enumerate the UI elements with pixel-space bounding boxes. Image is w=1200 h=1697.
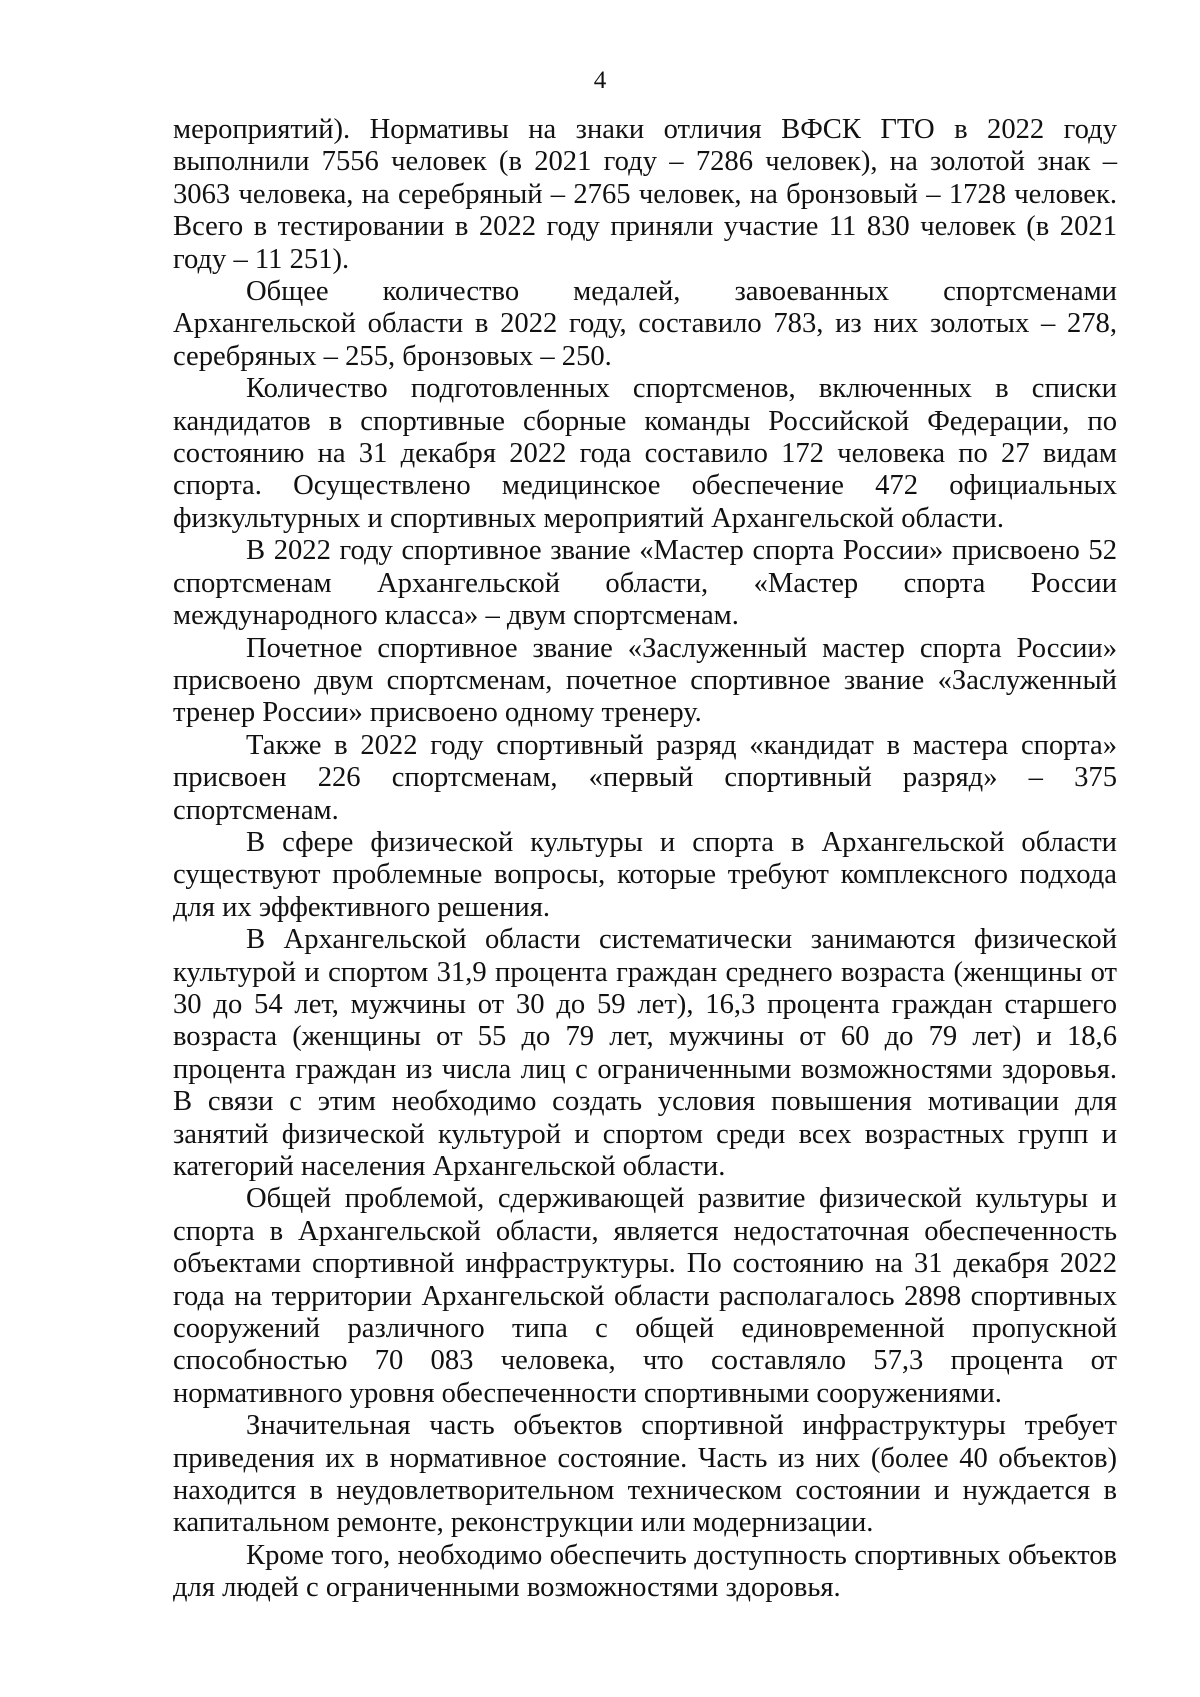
paragraph-problems: В сфере физической культуры и спорта в Архангельской области существуют проблемные вопросы, которые требуют комплексного подхода для их эффективного решения. [173, 826, 1117, 923]
paragraph-facility-condition: Значительная часть объектов спортивной инфраструктуры требует приведения их в нормативное состояние. Часть из них (более 40 объектов) находится в неудовлетворительном техническом состоянии и нуждается в капитальном ремонте, реконструкции или модернизации. [173, 1410, 1117, 1539]
page-number: 4 [593, 67, 607, 94]
paragraph-sport-ranks: Также в 2022 году спортивный разряд «кандидат в мастера спорта» присвоен 226 спортсменам, «первый спортивный разряд» – 375 спортсменам. [173, 729, 1117, 826]
paragraph-master-of-sport: В 2022 году спортивное звание «Мастер спорта России» присвоено 52 спортсменам Архангельской области, «Мастер спорта России международного класса» – двум спортсменам. [173, 535, 1117, 632]
document-body [173, 114, 1117, 1605]
paragraph-participation-rates: В Архангельской области систематически занимаются физической культурой и спортом 31,9 процента граждан среднего возраста (женщины от 30 до 54 лет, мужчины от 30 до 59 лет), 16,3 процента граждан старшего возраста (женщины от 55 до 79 лет, мужчины от 60 до 79 лет) и 18,6 процента граждан из числа лиц с ограниченными возможностями здоровья. В связи с этим необходимо создать условия повышения мотивации для занятий физической культурой и спортом среди всех возрастных групп и категорий населения Архангельской области. [173, 924, 1117, 1182]
paragraph-honored-titles: Почетное спортивное звание «Заслуженный мастер спорта России» присвоено двум спортсменам, почетное спортивное звание «Заслуженный тренер России» присвоено одному тренеру. [173, 632, 1117, 729]
paragraph-national-team-candidates: Количество подготовленных спортсменов, включенных в списки кандидатов в спортивные сборные команды Российской Федерации, по состоянию на 31 декабря 2022 года составило 172 человека по 27 видам спорта. Осуществлено медицинское обеспечение 472 официальных физкультурных и спортивных мероприятий Архангельской области. [173, 373, 1117, 534]
paragraph-accessibility: Кроме того, необходимо обеспечить доступность спортивных объектов для людей с ограниченными возможностями здоровья. [173, 1539, 1117, 1604]
paragraph-gto-results: мероприятий). Нормативы на знаки отличия ВФСК ГТО в 2022 году выполнили 7556 человек (в 2021 году – 7286 человек), на золотой знак – 3063 человека, на серебряный – 2765 человек, на бронзовый – 1728 человек. Всего в тестировании в 2022 году приняли участие 11 830 человек (в 2021 году – 11 251). [173, 114, 1117, 275]
paragraph-medals: Общее количество медалей, завоеванных спортсменами Архангельской области в 2022 году, составило 783, из них золотых – 278, серебряных – 255, бронзовых – 250. [173, 276, 1117, 372]
paragraph-infrastructure: Общей проблемой, сдерживающей развитие физической культуры и спорта в Архангельской области, является недостаточная обеспеченность объектами спортивной инфраструктуры. По состоянию на 31 декабря 2022 года на территории Архангельской области располагалось 2898 спортивных сооружений различного типа с общей единовременной пропускной способностью 70 083 человека, что составляло 57,3 процента от нормативного уровня обеспеченности спортивными сооружениями. [173, 1183, 1117, 1409]
